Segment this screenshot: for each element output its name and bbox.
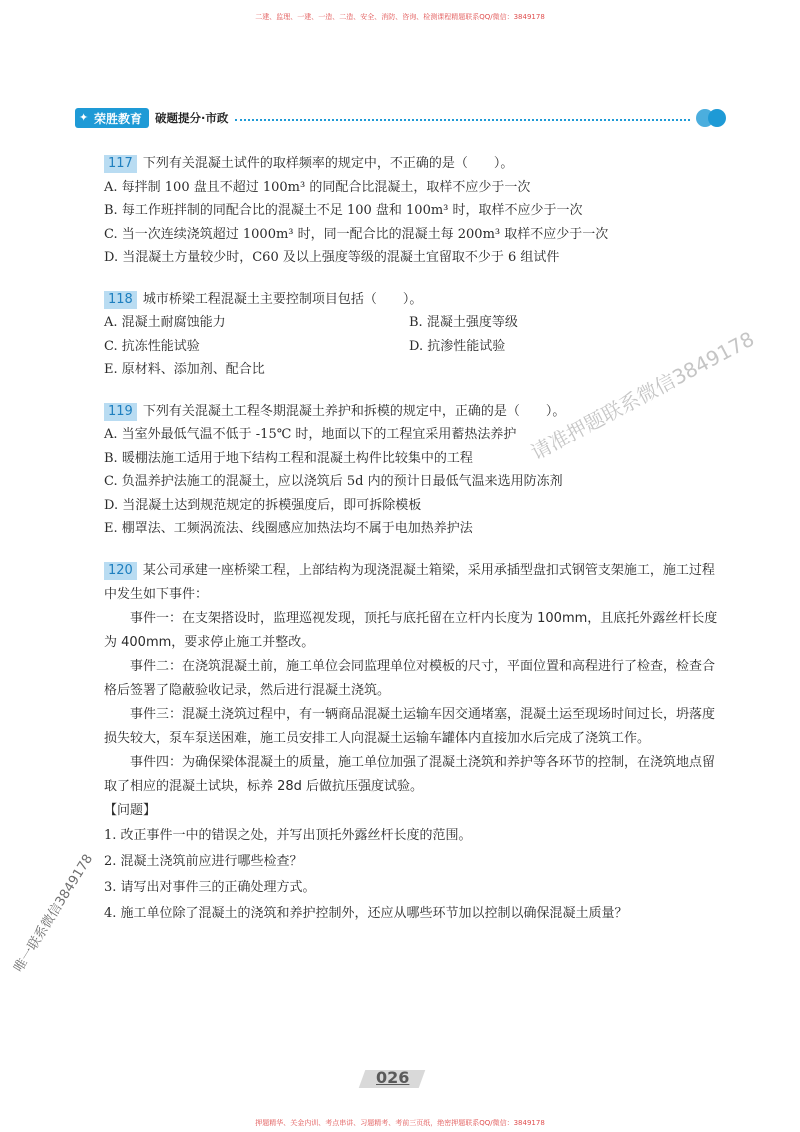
series-title: 破题提分·市政 (155, 111, 229, 125)
question-118 (104, 288, 724, 382)
top-banner: 二建、监理、一建、一造、二造、安全、消防、咨询、检测课程精题联系QQ/微信：3849178 (255, 13, 545, 21)
sub-question-1: 1. 改正事件一中的错误之处，并写出顶托外露丝杆长度的范围。 (104, 827, 472, 843)
event-3: 事件三：混凝土浇筑过程中，有一辆商品混凝土运输车因交通堵塞，混凝土运至现场时间过长，坍落度损失较大，泵车泵送困难，施工员安排工人向混凝土运输车罐体内直接加水后完成了浇筑工作。 (104, 706, 716, 746)
header-divider (235, 119, 690, 121)
page-content (104, 152, 724, 945)
bottom-banner: 押题精华、关金内训、考点串讲、习题精考、考前三页纸，绝密押题联系QQ/微信：3849178 (255, 1119, 545, 1127)
option-e: E. 棚罩法、工频涡流法、线圈感应加热法均不属于电加热养护法 (104, 521, 473, 536)
option-b: B. 暖棚法施工适用于地下结构工程和混凝土构件比较集中的工程 (104, 450, 473, 466)
header-circles-icon (690, 108, 730, 128)
side-watermark: 唯一联系微信3849178 (11, 851, 97, 976)
logo-text: 荣胜教育 (94, 111, 143, 126)
sub-question-2: 2. 混凝土浇筑前应进行哪些检查？ (104, 853, 303, 869)
option-e: E. 原材料、添加剂、配合比 (104, 362, 265, 377)
option-d: D. 当混凝土达到规范规定的拆模强度后，即可拆除模板 (104, 497, 422, 513)
page-header (75, 108, 730, 130)
question-number: 119 (104, 403, 137, 421)
option-b: B. 混凝土强度等级 (409, 315, 518, 330)
question-number: 118 (104, 291, 137, 309)
option-c: C. 当一次连续浇筑超过 1000m³ 时，同一配合比的混凝土每 200m³ 取样不应少于一次 (104, 226, 609, 242)
diagonal-watermark: 请准押题联系微信3849178 (526, 326, 759, 465)
option-c: C. 抗冻性能试验 (104, 338, 200, 354)
question-117 (104, 152, 724, 270)
question-stem: 下列有关混凝土工程冬期混凝土养护和拆模的规定中，正确的是（ ）。 (142, 403, 566, 419)
option-a: A. 混凝土耐腐蚀能力 (104, 315, 226, 330)
page-number-text: 026 (376, 1068, 410, 1087)
logo-mark-icon: ✦ (79, 111, 89, 124)
question-stem: 城市桥梁工程混凝土主要控制项目包括（ ）。 (142, 291, 423, 307)
option-a: A. 每拌制 100 盘且不超过 100m³ 的同配合比混凝土，取样不应少于一次 (104, 179, 531, 195)
brand-logo (75, 108, 149, 128)
questions-label: 【问题】 (104, 802, 157, 818)
case-intro: 某公司承建一座桥梁工程，上部结构为现浇混凝土箱梁，采用承插型盘扣式钢管支架施工，施工过程中发生如下事件： (104, 562, 715, 602)
option-d: D. 抗渗性能试验 (409, 338, 506, 354)
option-b: B. 每工作班拌制的同配合比的混凝土不足 100 盘和 100m³ 时，取样不应少于一次 (104, 203, 583, 218)
event-2: 事件二：在浇筑混凝土前，施工单位会同监理单位对模板的尺寸，平面位置和高程进行了检查，检查合格后签署了隐蔽验收记录，然后进行混凝土浇筑。 (104, 658, 716, 698)
event-4: 事件四：为确保梁体混凝土的质量，施工单位加强了混凝土浇筑和养护等各环节的控制，在浇筑地点留取了相应的混凝土试块，标养 28d 后做抗压强度试验。 (104, 754, 716, 794)
option-d: D. 当混凝土方量较少时，C60 及以上强度等级的混凝土宜留取不少于 6 组试件 (104, 250, 560, 265)
question-number: 120 (104, 562, 137, 580)
option-a: A. 当室外最低气温不低于 -15℃ 时，地面以下的工程宜采用蓄热法养护 (104, 427, 517, 442)
question-stem: 下列有关混凝土试件的取样频率的规定中，不正确的是（ ）。 (142, 156, 514, 171)
question-120 (104, 559, 724, 927)
event-1: 事件一：在支架搭设时，监理巡视发现，顶托与底托留在立杆内长度为 100mm，且底托外露丝杆长度为 400mm，要求停止施工并整改。 (104, 610, 718, 650)
question-119 (104, 400, 724, 541)
sub-question-3: 3. 请写出对事件三的正确处理方式。 (104, 879, 316, 895)
option-c: C. 负温养护法施工的混凝土，应以浇筑后 5d 内的预计日最低气温来选用防冻剂 (104, 474, 563, 489)
page-number (362, 1068, 432, 1090)
sub-question-4: 4. 施工单位除了混凝土的浇筑和养护控制外，还应从哪些环节加以控制以确保混凝土质量？ (104, 905, 628, 921)
question-number: 117 (104, 155, 137, 173)
